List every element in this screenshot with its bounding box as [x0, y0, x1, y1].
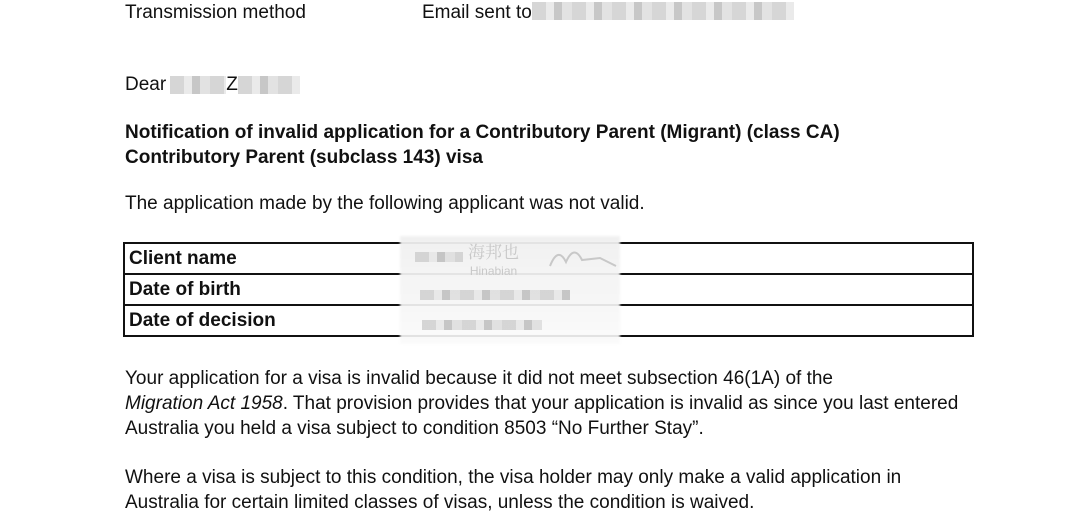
redacted-email — [532, 2, 794, 20]
intro-text: The application made by the following applicant was not valid. — [125, 193, 645, 214]
notification-subject — [125, 120, 965, 170]
migration-act-title: Migration Act 1958 — [125, 393, 283, 414]
condition-paragraph: Where a visa is subject to this condition, the visa holder may only make a valid application in Australia for certain limited classes of visas, unless the condition is waived. — [125, 467, 902, 513]
client-name-label: Client name — [124, 243, 391, 274]
subject-line-2: Contributory Parent (subclass 143) visa — [125, 147, 483, 168]
watermark-en: Hinabian — [469, 264, 518, 278]
redacted-client-name — [415, 252, 463, 262]
redacted-first-name — [170, 76, 226, 94]
email-sent-to-text: Email sent to — [422, 2, 532, 23]
date-of-birth-label: Date of birth — [124, 274, 391, 305]
watermark-logo — [468, 244, 519, 280]
invalid-reason-paragraph — [125, 366, 975, 441]
subject-line-1: Notification of invalid application for a Contributory Parent (Migrant) (class CA) — [125, 122, 840, 143]
paragraph1-part1: Your application for a visa is invalid because it did not meet subsection 46(1A) of the — [125, 368, 833, 389]
watermark-squiggle-icon — [540, 236, 620, 276]
watermark-cn: 海邦也 — [468, 243, 519, 262]
greeting-dear: Dear — [125, 74, 167, 95]
redacted-date-of-decision — [422, 320, 542, 330]
redacted-date-of-birth — [420, 290, 570, 300]
greeting — [125, 74, 300, 96]
redacted-surname — [238, 76, 300, 94]
transmission-method-label: Transmission method — [125, 2, 306, 23]
paragraph1-part2: . That provision provides that your application is invalid as since you last entered Australia you held a visa subject to condition 8503 “No Further Stay”. — [125, 393, 959, 439]
greeting-initial: Z — [226, 74, 238, 95]
transmission-method-value — [422, 2, 794, 24]
date-of-decision-label: Date of decision — [124, 305, 391, 336]
